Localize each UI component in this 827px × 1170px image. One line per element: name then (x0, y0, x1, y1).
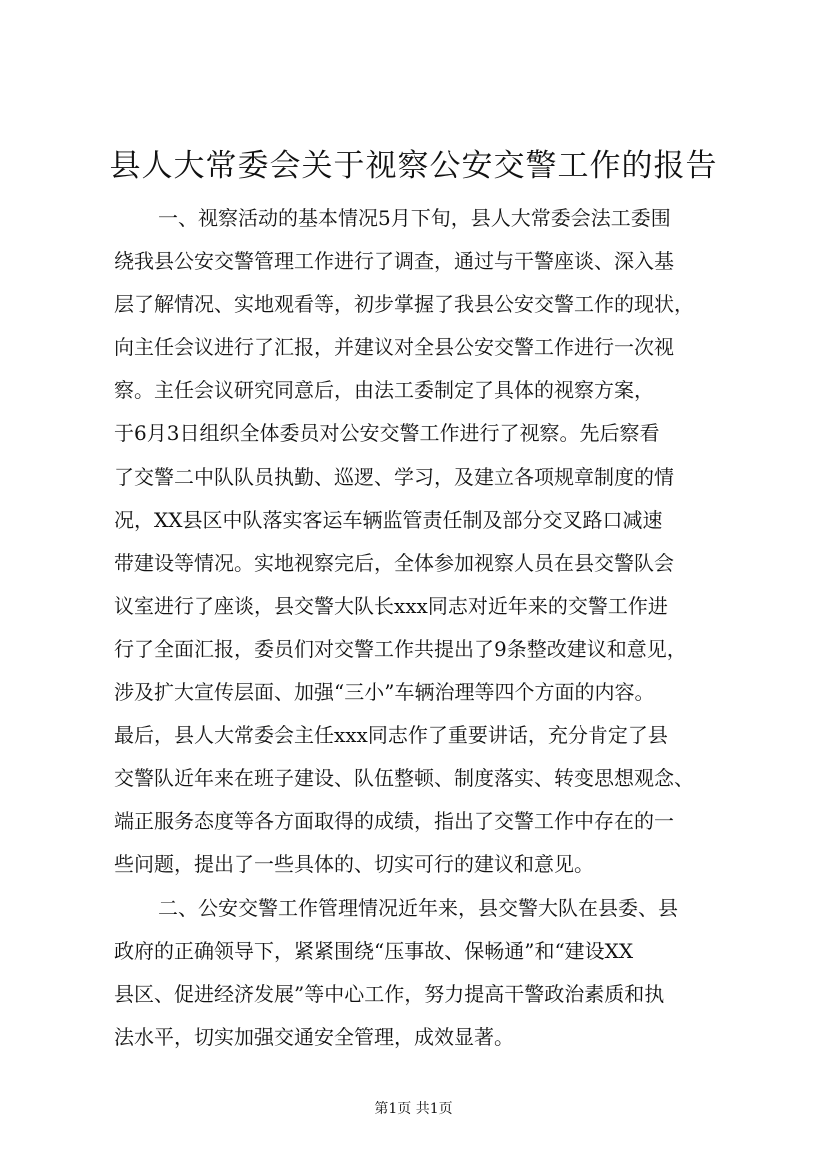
paragraph-line: 况，XX县区中队落实客运车辆监管责任制及部分交叉路口减速 (114, 507, 663, 532)
paragraph-line: 层了解情况、实地观看等，初步掌握了我县公安交警工作的现状， (114, 292, 694, 317)
paragraph-line: 察。主任会议研究同意后，由法工委制定了具体的视察方案， (114, 378, 654, 403)
paragraph-line: 议室进行了座谈，县交警大队长xxx同志对近年来的交警工作进 (114, 593, 668, 618)
paragraph-line: 一、视察活动的基本情况5月下旬，县人大常委会法工委围 (158, 206, 671, 230)
paragraph-line: 了交警二中队队员执勤、巡逻、学习，及建立各项规章制度的情 (114, 464, 674, 489)
paragraph-line: 些问题，提出了一些具体的、切实可行的建议和意见。 (114, 852, 594, 877)
paragraph-line: 最后，县人大常委会主任xxx同志作了重要讲话，充分肯定了县 (114, 723, 668, 748)
paragraph-line: 交警队近年来在班子建设、队伍整顿、制度落实、转变思想观念、 (114, 766, 694, 791)
document-title: 县人大常委会关于视察公安交警工作的报告 (109, 148, 718, 184)
paragraph-line: 县区、促进经济发展”等中心工作，努力提高干警政治素质和执 (114, 981, 665, 1006)
paragraph-line: 二、公安交警工作管理情况近年来，县交警大队在县委、县 (158, 895, 678, 920)
paragraph-line: 政府的正确领导下，紧紧围绕“压事故、保畅通”和“建设XX (114, 938, 634, 963)
paragraph-line: 向主任会议进行了汇报，并建议对全县公安交警工作进行一次视 (114, 335, 674, 360)
paragraph-line: 法水平，切实加强交通安全管理，成效显著。 (114, 1024, 514, 1049)
paragraph-line: 涉及扩大宣传层面、加强“三小”车辆治理等四个方面的内容。 (114, 680, 655, 705)
paragraph-line: 带建设等情况。实地视察完后，全体参加视察人员在县交警队会 (114, 550, 674, 575)
page-footer: 第1页 共1页 (374, 1101, 453, 1117)
paragraph-line: 绕我县公安交警管理工作进行了调查，通过与干警座谈、深入基 (114, 249, 674, 274)
paragraph-line: 端正服务态度等各方面取得的成绩，指出了交警工作中存在的一 (114, 809, 674, 834)
document-body (114, 197, 734, 1059)
paragraph-line: 行了全面汇报，委员们对交警工作共提出了9条整改建议和意见， (114, 636, 687, 661)
paragraph-line: 于6月3日组织全体委员对公安交警工作进行了视察。先后察看 (114, 421, 660, 446)
